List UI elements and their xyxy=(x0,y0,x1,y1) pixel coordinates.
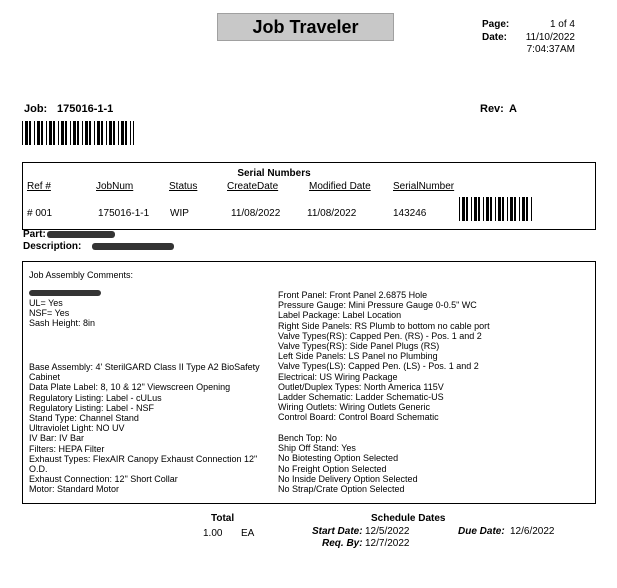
comment-line: Wiring Outlets: Wiring Outlets Generic xyxy=(278,402,431,413)
schedule-title: Schedule Dates xyxy=(371,513,446,524)
comment-line: Sash Height: 8in xyxy=(29,318,96,329)
comment-line: Valve Types(RS): Side Panel Plugs (RS) xyxy=(278,341,440,352)
barcode-bar xyxy=(133,121,134,145)
comment-line: Pressure Gauge: Mini Pressure Gauge 0-0.5" WC xyxy=(278,300,477,311)
comment-line: Valve Types(LS): Capped Pen. (LS) - Pos. 1 and 2 xyxy=(278,361,479,372)
comments-right-group-1 xyxy=(278,290,490,423)
comment-line: Filters: HEPA Filter xyxy=(29,443,105,454)
comment-line: NSF= Yes xyxy=(29,308,70,319)
row-create-date: 11/08/2022 xyxy=(231,208,281,219)
req-by-label: Req. By: xyxy=(322,538,363,549)
total-quantity: 1.00 xyxy=(203,528,223,539)
comment-line: Base Assembly: 4' SterilGARD Class II Type A2 BioSafety xyxy=(29,362,260,372)
comment-line: Left Side Panels: LS Panel no Plumbing xyxy=(278,351,438,362)
col-header-ref: Ref # xyxy=(27,181,51,192)
rev-label: Rev: xyxy=(480,103,504,115)
serial-numbers-title: Serial Numbers xyxy=(237,168,311,179)
job-number: 175016-1-1 xyxy=(57,103,114,115)
date-value: 11/10/2022 xyxy=(525,32,575,43)
due-date-value: 12/6/2022 xyxy=(510,526,555,537)
comment-line: Front Panel: Front Panel 2.6875 Hole xyxy=(278,290,428,300)
row-jobnum: 175016-1-1 xyxy=(98,208,150,219)
document-title: Job Traveler xyxy=(217,13,394,41)
comment-line: Cabinet xyxy=(29,372,61,383)
row-modified-date: 11/08/2022 xyxy=(307,208,357,219)
date-label: Date: xyxy=(482,32,508,43)
job-barcode xyxy=(22,121,134,145)
comment-line: Ultraviolet Light: NO UV xyxy=(29,423,125,434)
page-value: 1 of 4 xyxy=(549,19,575,30)
rev-value: A xyxy=(509,103,517,115)
comment-line: Outlet/Duplex Types: North America 115V xyxy=(278,381,444,392)
comment-redaction xyxy=(29,290,101,296)
part-redaction xyxy=(47,231,115,238)
part-label: Part: xyxy=(23,229,46,240)
comment-line: Regulatory Listing: Label - NSF xyxy=(29,402,155,413)
comment-line: Exhaust Types: FlexAIR Canopy Exhaust Connection 12" xyxy=(29,453,258,464)
comments-left-group-1 xyxy=(29,298,95,329)
total-unit: EA xyxy=(241,528,255,539)
start-date-value: 12/5/2022 xyxy=(365,526,410,537)
comments-title: Job Assembly Comments: xyxy=(29,270,134,280)
col-header-createdate: CreateDate xyxy=(227,181,279,192)
col-header-status: Status xyxy=(169,181,198,192)
serial-barcode xyxy=(459,197,533,221)
comment-line: Ship Off Stand: Yes xyxy=(278,443,356,454)
comment-line: Right Side Panels: RS Plumb to bottom no cable port xyxy=(278,320,490,331)
comment-line: Ladder Schematic: Ladder Schematic-US xyxy=(278,392,444,403)
description-label: Description: xyxy=(23,241,82,252)
comment-line: Data Plate Label: 8, 10 & 12" Viewscreen Opening xyxy=(29,382,231,393)
row-serial-number: 143246 xyxy=(393,208,427,219)
row-ref: # 001 xyxy=(27,208,53,219)
due-date-label: Due Date: xyxy=(458,526,505,537)
description-redaction xyxy=(92,243,174,250)
comment-line: Exhaust Connection: 12" Short Collar xyxy=(29,474,178,485)
start-date-label: Start Date: xyxy=(312,526,363,537)
col-header-jobnum: JobNum xyxy=(96,181,134,192)
comment-line: O.D. xyxy=(29,464,48,475)
req-by-value: 12/7/2022 xyxy=(365,538,410,549)
page-label: Page: xyxy=(482,19,510,30)
barcode-gap xyxy=(532,197,533,221)
comment-line: Motor: Standard Motor xyxy=(29,484,120,495)
comment-line: IV Bar: IV Bar xyxy=(29,433,85,444)
job-label: Job: xyxy=(24,103,48,115)
comment-line: Electrical: US Wiring Package xyxy=(278,371,398,382)
comment-line: No Biotesting Option Selected xyxy=(278,453,399,464)
row-status: WIP xyxy=(170,208,189,219)
col-header-serialnumber: SerialNumber xyxy=(393,181,455,192)
comment-line: UL= Yes xyxy=(29,298,63,308)
comment-line: No Freight Option Selected xyxy=(278,463,387,474)
comment-line: Stand Type: Channel Stand xyxy=(29,413,139,424)
comments-left-group-2 xyxy=(29,362,260,495)
comment-line: Bench Top: No xyxy=(278,433,337,443)
time-value: 7:04:37AM xyxy=(526,44,575,55)
col-header-modified-date: Modified Date xyxy=(309,181,371,192)
comment-line: Control Board: Control Board Schematic xyxy=(278,412,439,423)
comment-line: Regulatory Listing: Label - cULus xyxy=(29,392,162,403)
comments-right-group-2 xyxy=(278,433,418,494)
comment-line: Label Package: Label Location xyxy=(278,310,402,321)
total-label: Total xyxy=(211,513,235,524)
comment-line: No Strap/Crate Option Selected xyxy=(278,484,405,495)
comment-line: Valve Types(RS): Capped Pen. (RS) - Pos. 1 and 2 xyxy=(278,330,482,341)
comment-line: No Inside Delivery Option Selected xyxy=(278,473,418,484)
